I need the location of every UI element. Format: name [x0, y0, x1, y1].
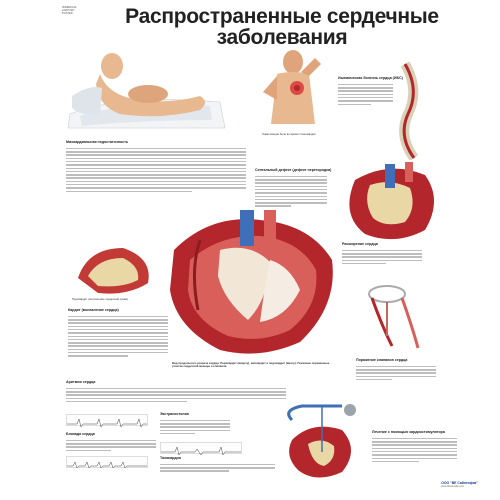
corner-note: 3DMEDICAL ANATOMY POSTER	[62, 6, 77, 15]
carditis-heading: Кардит (воспаление сердца)	[68, 308, 119, 312]
bedridden-patient-illustration	[60, 44, 230, 132]
pacemaker-heart-illustration	[272, 400, 367, 485]
valve-heading: Поражение клапанов сердца	[356, 358, 408, 362]
poster-title	[82, 6, 482, 48]
enlarged-heading: Расширение сердца	[342, 242, 378, 246]
publisher-logo-site: www.3bscientific.com	[441, 485, 464, 488]
enlarged-text-lines	[342, 248, 422, 268]
pericarditis-heading: Перикардит (воспаление сердечной сумки)	[72, 297, 129, 301]
ischemic-heading: Ишемическая болезнь сердца (ИБС)	[338, 76, 403, 80]
extrasystole-text-lines	[160, 418, 230, 438]
angina-caption: Локализация боли во время стенокардии	[262, 132, 316, 136]
arrhythmia-text-lines	[66, 386, 286, 410]
ventricular-text-lines	[66, 438, 156, 454]
pericarditis-heart-illustration	[68, 238, 158, 298]
heart-cross-section-illustration	[160, 210, 340, 360]
extrasystole-heading: Экстрасистолия	[160, 412, 189, 416]
heart-valve-illustration	[352, 276, 442, 356]
chest-pain-man-illustration	[255, 44, 330, 132]
insufficiency-text-lines	[66, 146, 246, 201]
pacemaker-heading: Лечение с помощью кардиостимулятора	[372, 430, 445, 434]
ecg-strip-2	[66, 456, 148, 468]
publisher-logo-name: ООО "ВЕ Сайнтифик"	[441, 481, 478, 485]
tachycardia-text-lines	[160, 462, 275, 476]
tachycardia-heading: Тахикардия	[160, 456, 181, 460]
publisher-logo	[441, 481, 478, 488]
ischemic-text-lines	[338, 82, 393, 114]
ecg-strip-3	[160, 442, 242, 454]
center-caption: Вид продольного разреза сердца. Перикардит (вверху), миокардит и эндокардит (внизу). Показаны пораженные участки сердечной мышцы и клапанов.	[172, 361, 330, 369]
pacemaker-text-lines	[372, 436, 457, 472]
septal-heading: Септальный дефект (дефект перегородки)	[255, 168, 332, 172]
ecg-strip-1	[66, 414, 148, 426]
arrhythmia-heading: Аритмия сердца	[66, 380, 96, 384]
carditis-text-lines	[68, 314, 168, 374]
valve-text-lines	[356, 364, 436, 386]
poster-title-line2: заболевания	[216, 26, 348, 49]
ventricular-heading: Блокада сердца	[66, 432, 95, 436]
insufficiency-heading: Миокардиальная недостаточность	[66, 140, 129, 144]
enlarged-heart-illustration	[342, 183, 432, 243]
poster-title-line1: Распространенные сердечные	[125, 5, 439, 28]
